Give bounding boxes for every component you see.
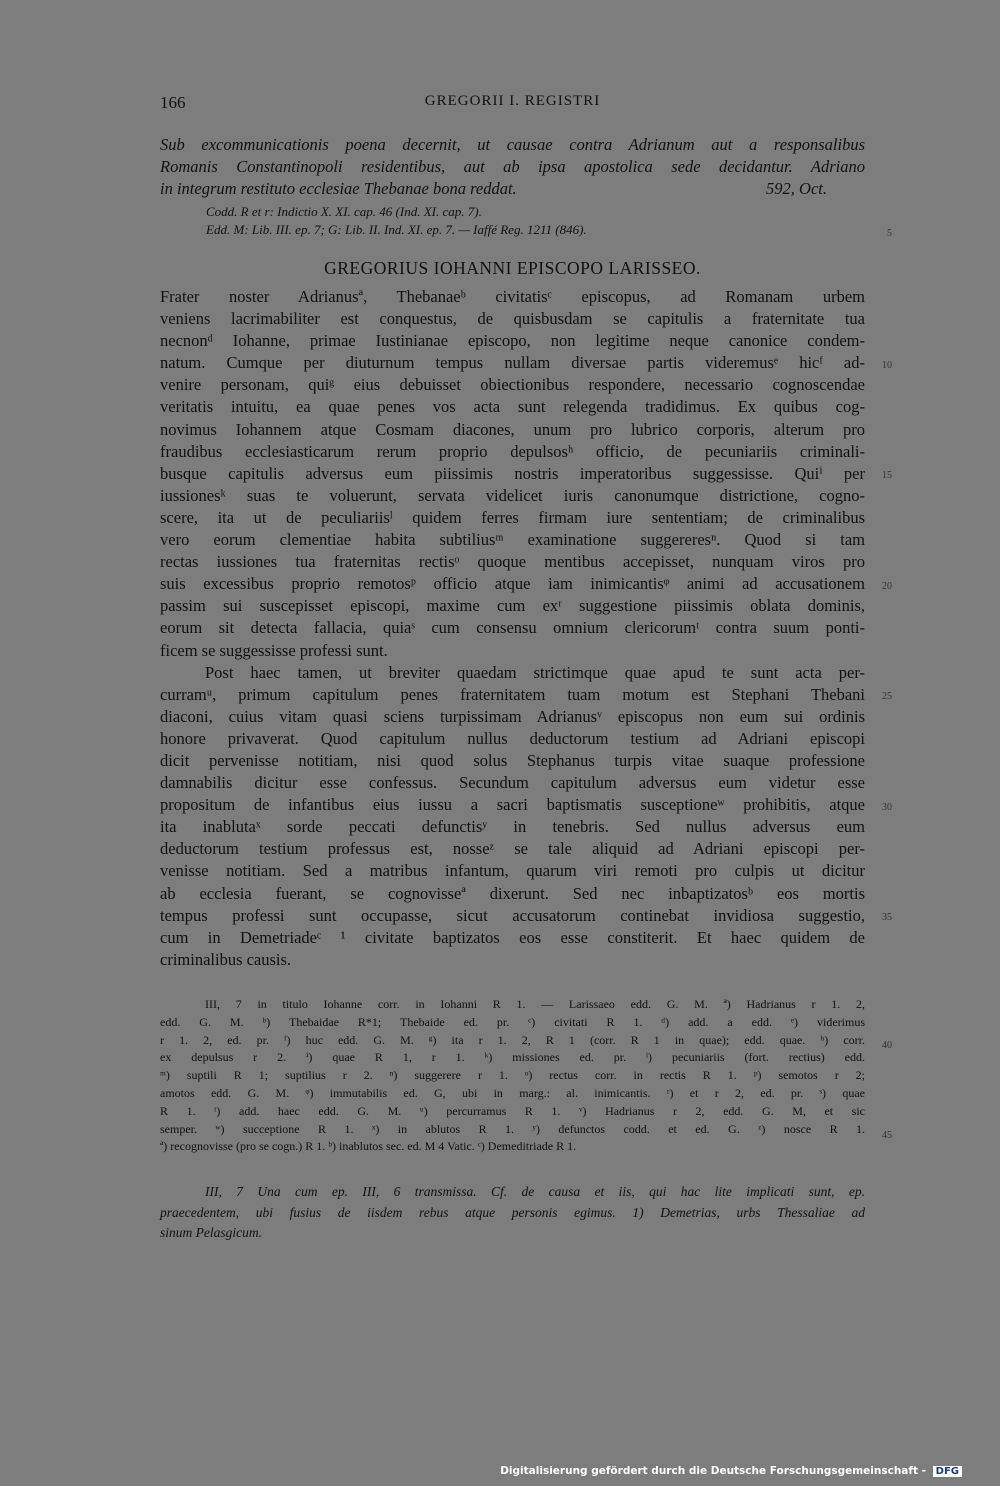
note-line: III, 7 in titulo Iohanne corr. in Iohanni R 1. — Larissaeo edd. G. M. ª) Hadrianus r 1. 2, <box>205 997 865 1011</box>
summary-date: 592, Oct. <box>766 179 827 198</box>
line-number: 45 <box>882 1130 892 1141</box>
body-line: scere, ita ut de peculiariisˡ quidem ferres firmam iure sententiam; de criminalibus <box>160 507 865 527</box>
body-line: venire personam, quiᵍ eius debuisset obiectionibus respondere, necessario cognoscendae <box>160 375 865 395</box>
running-title: GREGORII I. REGISTRI <box>424 93 601 109</box>
line-number: 5 <box>887 228 892 239</box>
body-line: ab ecclesia fuerant, se cognovisseª dixerunt. Sed nec inbaptizatosᵇ eos mortis <box>160 883 865 903</box>
note-line: amotos edd. G. M. ᵠ) immutabilis ed. G, ubi in marg.: al. inimicantis. ʳ) et r 2, ed. pr. ˢ) quae <box>160 1085 865 1100</box>
critical-apparatus <box>160 996 865 1156</box>
summary <box>160 134 865 200</box>
body-line: busque capitulis adversus eum piissimis nostris imperatoribus suggessisse. Quiⁱ per <box>160 463 865 483</box>
line-number: 35 <box>882 912 892 923</box>
summary-line-text: in integrum restituto ecclesiae Thebanae bona reddat. <box>160 179 517 198</box>
body-line: passim sui suscepisset episcopi, maxime cum exʳ suggestione piissimis oblata dominis, <box>160 596 865 616</box>
codd-line: Edd. M: Lib. III. ep. 7; G: Lib. II. Ind. XI. ep. 7. — Iaffé Reg. 1211 (846). <box>206 222 587 237</box>
commentary-line: III, 7 Una cum ep. III, 6 transmissa. Cf. de causa et iis, qui hac lite implicati sunt, ep. <box>205 1184 865 1199</box>
body-line: cum in Demetriadeᶜ ¹ civitate baptizatos eos esse constiterit. Et haec quidem de <box>160 927 865 947</box>
page-number: 166 <box>160 93 186 112</box>
note-line: ª) recognovisse (pro se cogn.) R 1. ᵇ) inablutos sec. ed. M 4 Vatic. ᶜ) Demeditriade R 1. <box>160 1139 577 1154</box>
summary-line <box>160 178 865 200</box>
body-line: damnabilis dicitur esse confessus. Secundum capitulum adversus eum videtur esse <box>160 773 865 793</box>
body-line: eorum sit detecta fallacia, quiaˢ cum consensu omnium clericorumᵗ contra suum ponti- <box>160 618 865 638</box>
commentary-line: sinum Pelasgicum. <box>160 1225 262 1240</box>
body-line: rectas iussiones tua fraternitas rectisᵒ quoque mentibus accepisset, nunquam viros pro <box>160 552 865 572</box>
body-line: Post haec tamen, ut breviter quaedam strictimque quae apud te sunt acta per- <box>205 662 865 682</box>
body-line: curramᵘ, primum capitulum penes fraternitatem tuam motum est Stephani Thebani <box>160 684 865 704</box>
body-line: veniens lacrimabiliter est conquestus, de quisbusdam se capitulis a fraternitate tua <box>160 309 865 329</box>
body-line: tempus professi sunt occupasse, sicut accusatorum continebat invidiosa suggestio, <box>160 905 865 925</box>
commentary-line: praecedentem, ubi fusius de iisdem rebus atque personis egimus. 1) Demetrias, urbs Thessaliae ad <box>160 1204 865 1220</box>
body-line: veritatis intuitu, ea quae penes vos acta sunt relegenda tradidimus. Ex quibus cog- <box>160 397 865 417</box>
body-line: natum. Cumque per diuturnum tempus nullam diversae partis videremusᵉ hicᶠ ad- <box>160 353 865 373</box>
summary-line: Romanis Constantinopoli residentibus, aut ab ipsa apostolica sede decidantur. Adriano <box>160 157 865 176</box>
body-line: deductorum testium professus est, nosseᶻ se tale aliquid ad Adriani episcopi per- <box>160 839 865 859</box>
note-line: ᵐ) suptili R 1; suptilius r 2. ⁿ) suggerere r 1. ᵒ) rectus corr. in rectis R 1. ᵖ) semotos r 2; <box>160 1068 865 1083</box>
body-line: vero eorum clementiae habita subtiliusᵐ examinatione suggereresⁿ. Quod si tam <box>160 530 865 550</box>
summary-line: Sub excommunicationis poena decernit, ut causae contra Adrianum aut a responsalibus <box>160 135 865 154</box>
letter-heading: GREGORIUS IOHANNI EPISCOPO LARISSEO. <box>324 258 701 278</box>
commentary <box>160 1182 865 1244</box>
note-line: r 1. 2, ed. pr. ᶠ) huc edd. G. M. ᵍ) ita r 1. 2, R 1 (corr. R 1 in quae); edd. quae. ʰ) corr. <box>160 1032 865 1047</box>
line-number: 20 <box>882 581 892 592</box>
body-line: ita inablutaˣ sorde peccati defunctisʸ in tenebris. Sed nullus adversus eum <box>160 817 865 837</box>
line-number: 25 <box>882 691 892 702</box>
note-line: edd. G. M. ᵇ) Thebaidae R*1; Thebaide ed. pr. ᶜ) civitati R 1. ᵈ) add. a edd. ᵉ) viderimus <box>160 1014 865 1029</box>
letter-body <box>160 286 865 971</box>
body-line: ficem se suggessisse professi sunt. <box>160 640 388 660</box>
line-number: 40 <box>882 1040 892 1051</box>
codd-line: Codd. R et r: Indictio X. XI. cap. 46 (Ind. XI. cap. 7). <box>206 204 482 219</box>
body-line: suis excessibus proprio remotosᵖ officio atque iam inimicantisᵠ animi ad accusationem <box>160 574 865 594</box>
body-line: diaconi, cuius vitam quasi sciens turpissimam Adrianusᵛ episcopus non eum sui ordinis <box>160 706 865 726</box>
body-line: criminalibus causis. <box>160 949 292 969</box>
note-line: semper. ʷ) succeptione R 1. ˣ) in ablutos R 1. ʸ) defunctos codd. et ed. G. ᶻ) nosce R 1. <box>160 1121 865 1136</box>
line-number: 15 <box>882 470 892 481</box>
body-line: propositum de infantibus eius iussu a sacri baptismatis susceptioneʷ prohibitis, atque <box>160 795 865 815</box>
footer-text: Digitalisierung gefördert durch die Deutsche Forschungsgemeinschaft - <box>500 1465 926 1477</box>
line-number: 30 <box>882 802 892 813</box>
body-line: novimus Iohannem atque Cosmam diacones, unum pro lubrico corporis, alterum pro <box>160 419 865 439</box>
dfg-logo[interactable]: DFG <box>933 1466 962 1477</box>
line-number: 10 <box>882 360 892 371</box>
body-line: Frater noster Adrianusª, Thebanaeᵇ civitatisᶜ episcopus, ad Romanam urbem <box>160 287 865 306</box>
body-line: fraudibus ecclesiasticarum rerum proprio depulsosʰ officio, de pecuniariis criminali- <box>160 441 865 461</box>
note-line: R 1. ᵗ) add. haec edd. G. M. ᵘ) percurramus R 1. ᵛ) Hadrianus r 2, edd. G. M, et sic <box>160 1103 865 1118</box>
manuscript-editions <box>206 203 826 239</box>
footer <box>500 1465 962 1477</box>
body-line: honore privaverat. Quod capitulum nullus deductorum testium ad Adriani episcopi <box>160 728 865 748</box>
body-line: necnonᵈ Iohanne, primae Iustinianae episcopo, non legitime neque canonice condem- <box>160 331 865 351</box>
body-line: dicit pervenisse notitiam, nisi quod solus Stephanus turpis vitae suaque professione <box>160 750 865 770</box>
running-head <box>160 93 865 117</box>
body-line: venisse notitiam. Sed a matribus infantum, quarum viri remoti pro culpis ut dicitur <box>160 861 865 881</box>
body-line: iussionesᵏ suas te voluerunt, servata videlicet iuris canonumque districtione, cogno- <box>160 485 865 505</box>
note-line: ex depulsus r 2. ⁱ) quae R 1, r 1. ᵏ) missiones ed. pr. ˡ) pecuniariis (fort. rectius) edd. <box>160 1050 865 1065</box>
